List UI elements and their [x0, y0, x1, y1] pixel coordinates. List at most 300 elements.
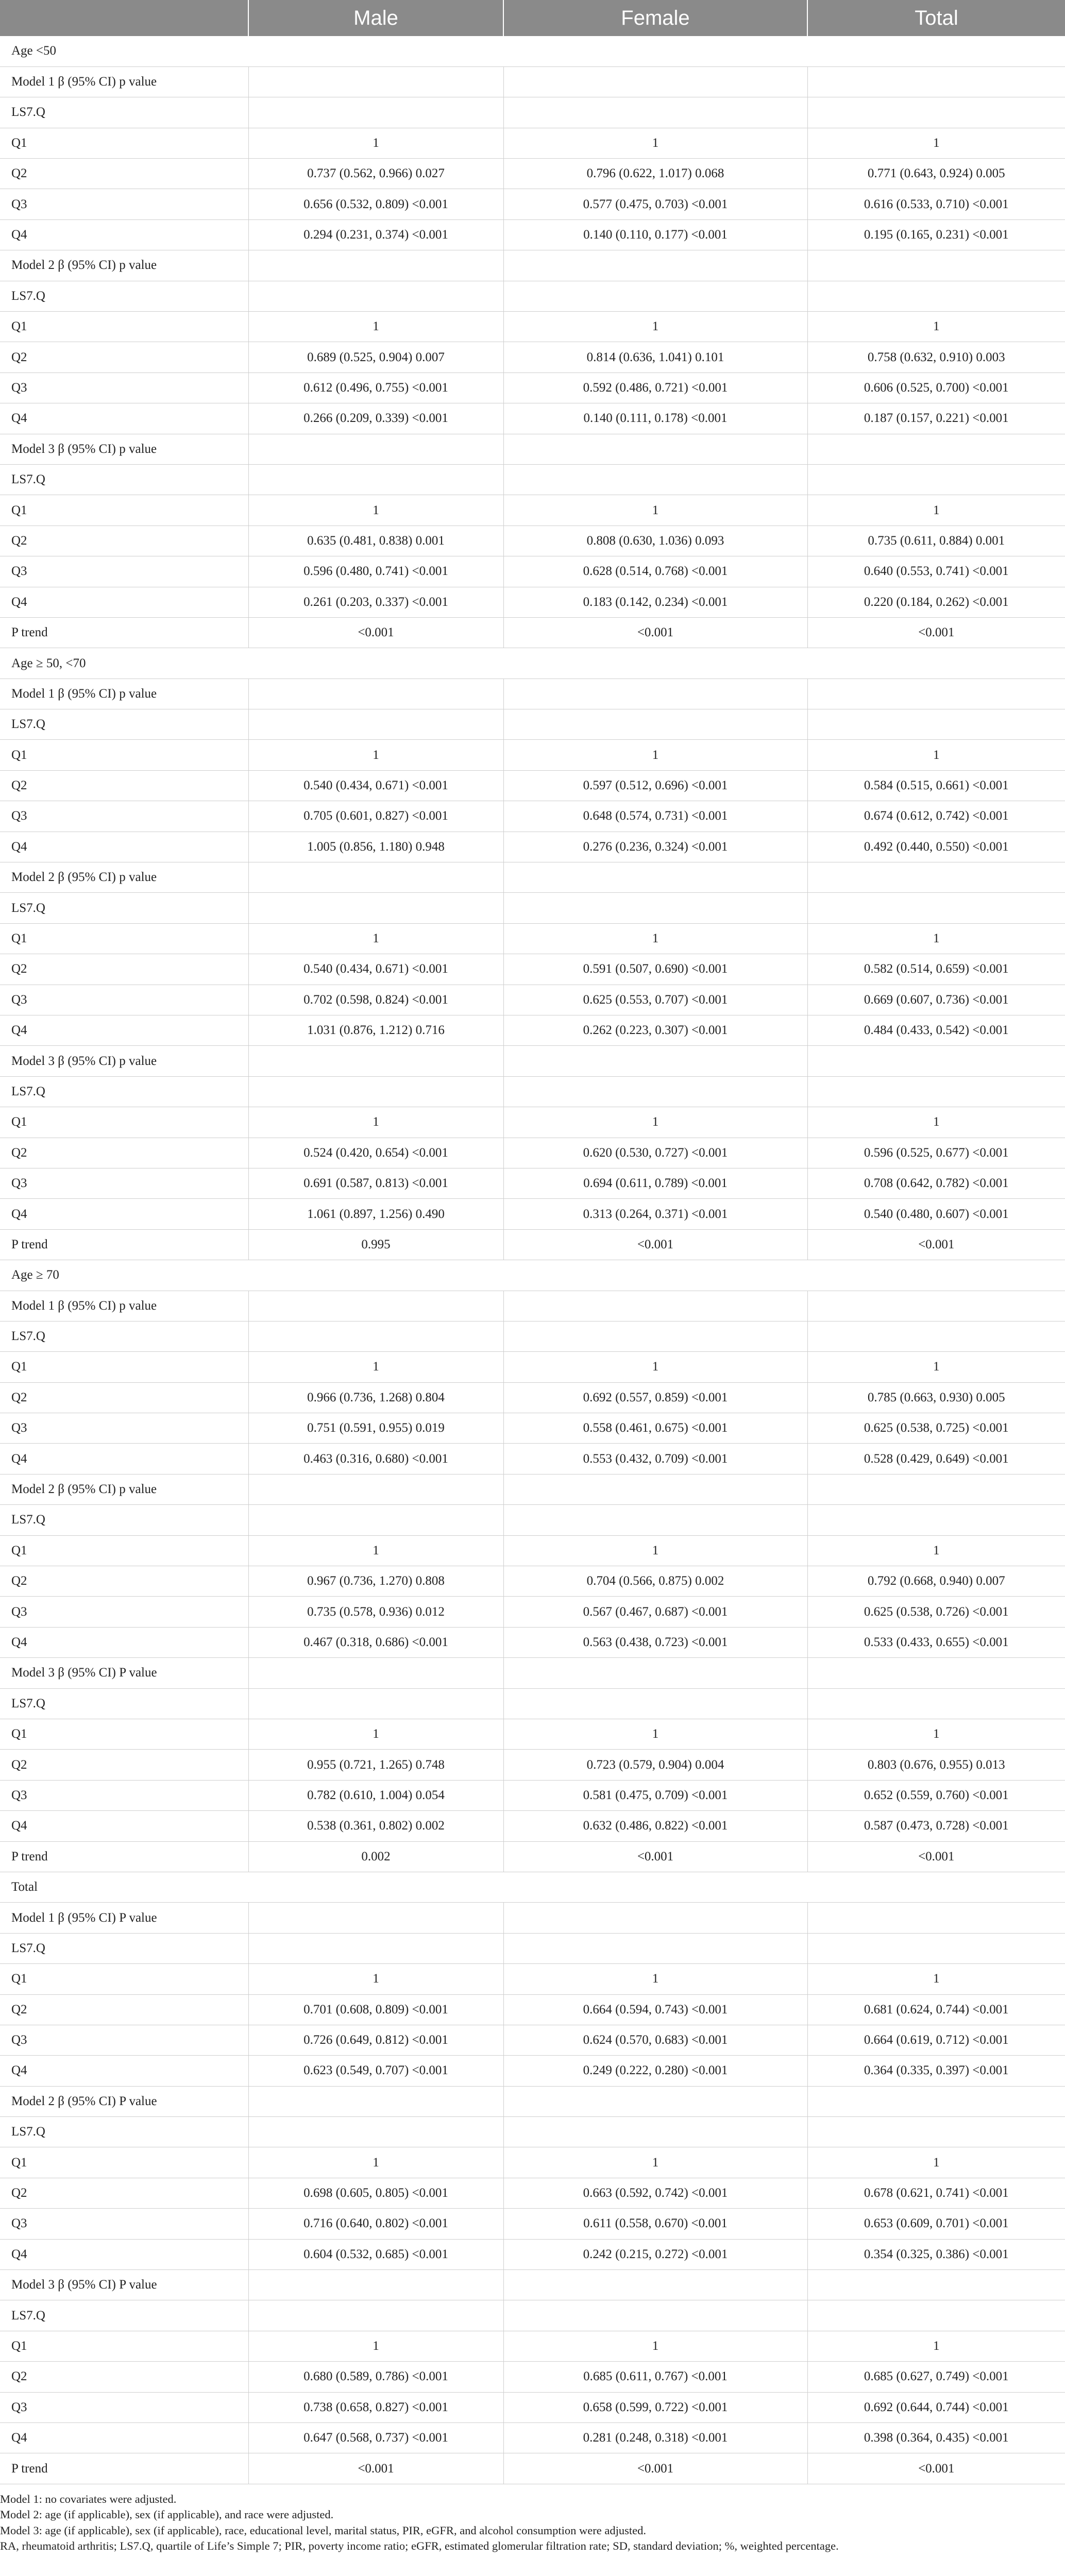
table-row [0, 312, 1065, 342]
cell-female: 1 [503, 1719, 807, 1749]
cell-total: 0.616 (0.533, 0.710) <0.001 [807, 189, 1065, 219]
cell-male: 1 [248, 495, 503, 526]
table-row [0, 1229, 1065, 1260]
cell-male: 1.005 (0.856, 1.180) 0.948 [248, 832, 503, 862]
cell-female: 1 [503, 1964, 807, 1994]
group-label-row [0, 1933, 1065, 1963]
model-row [0, 1474, 1065, 1504]
cell-male: 0.463 (0.316, 0.680) <0.001 [248, 1444, 503, 1474]
cell-female [503, 679, 807, 709]
cell-male: 0.735 (0.578, 0.936) 0.012 [248, 1597, 503, 1627]
cell-female: 0.620 (0.530, 0.727) <0.001 [503, 1138, 807, 1168]
cell-total: 1 [807, 740, 1065, 770]
cell-total [807, 66, 1065, 97]
row-label: Q1 [0, 1719, 248, 1749]
cell-male [248, 250, 503, 281]
table-row [0, 2209, 1065, 2239]
table-row [0, 1382, 1065, 1413]
row-label: Q3 [0, 1780, 248, 1810]
cell-total [807, 2117, 1065, 2147]
cell-female: 0.694 (0.611, 0.789) <0.001 [503, 1168, 807, 1198]
row-label: P trend [0, 1841, 248, 1872]
row-label: Q3 [0, 189, 248, 219]
row-label: Q3 [0, 1597, 248, 1627]
cell-male: 0.467 (0.318, 0.686) <0.001 [248, 1627, 503, 1657]
cell-total [807, 2300, 1065, 2331]
cell-total: 0.674 (0.612, 0.742) <0.001 [807, 801, 1065, 832]
row-label: Q2 [0, 159, 248, 189]
table-row [0, 1750, 1065, 1780]
table-row [0, 495, 1065, 526]
row-label: Model 3 β (95% CI) P value [0, 2270, 248, 2300]
cell-male: 0.726 (0.649, 0.812) <0.001 [248, 2025, 503, 2055]
cell-total: 0.803 (0.676, 0.955) 0.013 [807, 1750, 1065, 1780]
row-label: Q4 [0, 2239, 248, 2269]
cell-total: 0.692 (0.644, 0.744) <0.001 [807, 2392, 1065, 2422]
cell-male: 0.691 (0.587, 0.813) <0.001 [248, 1168, 503, 1198]
row-label: Q1 [0, 2331, 248, 2361]
cell-total: 0.596 (0.525, 0.677) <0.001 [807, 1138, 1065, 1168]
table-row [0, 2453, 1065, 2484]
row-label: Model 1 β (95% CI) P value [0, 1903, 248, 1933]
cell-male [248, 66, 503, 97]
cell-female [503, 893, 807, 923]
cell-female: 0.625 (0.553, 0.707) <0.001 [503, 985, 807, 1015]
row-label: Q4 [0, 1199, 248, 1229]
table-row [0, 1994, 1065, 2025]
cell-male: 1 [248, 923, 503, 954]
cell-total: 0.398 (0.364, 0.435) <0.001 [807, 2422, 1065, 2453]
cell-male: 0.680 (0.589, 0.786) <0.001 [248, 2362, 503, 2392]
cell-total: 1 [807, 312, 1065, 342]
cell-female [503, 1933, 807, 1963]
group-label-row [0, 2300, 1065, 2331]
row-label: Q2 [0, 1138, 248, 1168]
cell-male: 1.061 (0.897, 1.256) 0.490 [248, 1199, 503, 1229]
table-row [0, 2422, 1065, 2453]
cell-female [503, 2086, 807, 2116]
cell-female: <0.001 [503, 1229, 807, 1260]
row-label: Q1 [0, 128, 248, 158]
cell-total [807, 281, 1065, 311]
cell-female [503, 464, 807, 495]
cell-total: <0.001 [807, 617, 1065, 648]
table-row [0, 1811, 1065, 1841]
cell-total [807, 1505, 1065, 1535]
row-label: Q4 [0, 1444, 248, 1474]
row-label: Q1 [0, 495, 248, 526]
table-row [0, 587, 1065, 617]
row-label: Model 3 β (95% CI) P value [0, 1658, 248, 1688]
table-row [0, 1566, 1065, 1597]
cell-female: 0.692 (0.557, 0.859) <0.001 [503, 1382, 807, 1413]
cell-total: 0.664 (0.619, 0.712) <0.001 [807, 2025, 1065, 2055]
cell-total: 0.792 (0.668, 0.940) 0.007 [807, 1566, 1065, 1597]
cell-male: 0.737 (0.562, 0.966) 0.027 [248, 159, 503, 189]
cell-total: 0.492 (0.440, 0.550) <0.001 [807, 832, 1065, 862]
table-row [0, 1168, 1065, 1198]
cell-female: 0.624 (0.570, 0.683) <0.001 [503, 2025, 807, 2055]
row-label: Model 2 β (95% CI) p value [0, 1474, 248, 1504]
header-row [0, 0, 1065, 36]
cell-male: 0.612 (0.496, 0.755) <0.001 [248, 372, 503, 403]
row-label: Q4 [0, 403, 248, 434]
row-label: Q4 [0, 832, 248, 862]
cell-total: 1 [807, 2331, 1065, 2361]
cell-female: 0.281 (0.248, 0.318) <0.001 [503, 2422, 807, 2453]
cell-female: <0.001 [503, 617, 807, 648]
cell-total: 0.735 (0.611, 0.884) 0.001 [807, 526, 1065, 556]
cell-female: 0.632 (0.486, 0.822) <0.001 [503, 1811, 807, 1841]
cell-female: 0.685 (0.611, 0.767) <0.001 [503, 2362, 807, 2392]
cell-male: 0.540 (0.434, 0.671) <0.001 [248, 954, 503, 985]
cell-female [503, 1658, 807, 1688]
table-row [0, 770, 1065, 801]
cell-male: 1 [248, 312, 503, 342]
row-label: LS7.Q [0, 1933, 248, 1963]
section-row [0, 36, 1065, 66]
table-row [0, 1780, 1065, 1810]
cell-female: 1 [503, 2147, 807, 2178]
row-label: P trend [0, 617, 248, 648]
cell-female: 1 [503, 1535, 807, 1566]
group-label-row [0, 1076, 1065, 1107]
cell-male: 0.002 [248, 1841, 503, 1872]
cell-female: 0.808 (0.630, 1.036) 0.093 [503, 526, 807, 556]
cell-total [807, 862, 1065, 893]
cell-total [807, 1688, 1065, 1719]
cell-male [248, 893, 503, 923]
section-row [0, 1872, 1065, 1902]
cell-total: 0.785 (0.663, 0.930) 0.005 [807, 1382, 1065, 1413]
cell-female: 0.648 (0.574, 0.731) <0.001 [503, 801, 807, 832]
cell-female: 0.276 (0.236, 0.324) <0.001 [503, 832, 807, 862]
table-row [0, 1444, 1065, 1474]
cell-male: 1 [248, 128, 503, 158]
cell-male [248, 1046, 503, 1076]
row-label: LS7.Q [0, 281, 248, 311]
cell-male: 0.623 (0.549, 0.707) <0.001 [248, 2056, 503, 2086]
cell-total: 1 [807, 1964, 1065, 1994]
cell-female [503, 1688, 807, 1719]
row-label: Q4 [0, 1015, 248, 1046]
cell-total [807, 1903, 1065, 1933]
cell-total [807, 1474, 1065, 1504]
cell-female: 0.592 (0.486, 0.721) <0.001 [503, 372, 807, 403]
cell-male: 0.524 (0.420, 0.654) <0.001 [248, 1138, 503, 1168]
table-row [0, 2362, 1065, 2392]
cell-female: 0.704 (0.566, 0.875) 0.002 [503, 1566, 807, 1597]
cell-female [503, 1321, 807, 1351]
cell-total [807, 1291, 1065, 1321]
row-label: Q3 [0, 372, 248, 403]
group-label-row [0, 2117, 1065, 2147]
cell-female: 0.628 (0.514, 0.768) <0.001 [503, 556, 807, 587]
cell-male: 0.966 (0.736, 1.268) 0.804 [248, 1382, 503, 1413]
table-row [0, 1107, 1065, 1138]
cell-female: 0.242 (0.215, 0.272) <0.001 [503, 2239, 807, 2269]
cell-total: 0.540 (0.480, 0.607) <0.001 [807, 1199, 1065, 1229]
row-label: Q1 [0, 1352, 248, 1382]
row-label: LS7.Q [0, 464, 248, 495]
group-label-row [0, 281, 1065, 311]
cell-male [248, 1903, 503, 1933]
section-row [0, 1260, 1065, 1291]
cell-female: 0.249 (0.222, 0.280) <0.001 [503, 2056, 807, 2086]
cell-female [503, 1076, 807, 1107]
cell-female: 1 [503, 312, 807, 342]
cell-male [248, 2086, 503, 2116]
row-label: Q1 [0, 1107, 248, 1138]
cell-total: 0.625 (0.538, 0.725) <0.001 [807, 1413, 1065, 1444]
cell-female [503, 1505, 807, 1535]
table-row [0, 1964, 1065, 1994]
row-label: LS7.Q [0, 2300, 248, 2331]
row-label: Q2 [0, 1750, 248, 1780]
cell-female: 0.597 (0.512, 0.696) <0.001 [503, 770, 807, 801]
cell-total [807, 2086, 1065, 2116]
cell-male [248, 2300, 503, 2331]
row-label: Q3 [0, 2025, 248, 2055]
cell-female: 0.262 (0.223, 0.307) <0.001 [503, 1015, 807, 1046]
row-label: Q4 [0, 587, 248, 617]
cell-total: 1 [807, 1352, 1065, 1382]
table-row [0, 2056, 1065, 2086]
group-label-row [0, 464, 1065, 495]
row-label: Model 1 β (95% CI) p value [0, 1291, 248, 1321]
row-label: Q2 [0, 1994, 248, 2025]
cell-male: 1 [248, 740, 503, 770]
cell-total: 0.584 (0.515, 0.661) <0.001 [807, 770, 1065, 801]
cell-total: 0.606 (0.525, 0.700) <0.001 [807, 372, 1065, 403]
cell-total [807, 2270, 1065, 2300]
table-row [0, 954, 1065, 985]
row-label: Q2 [0, 1566, 248, 1597]
cell-female: 1 [503, 740, 807, 770]
cell-total [807, 679, 1065, 709]
cell-male: 0.604 (0.532, 0.685) <0.001 [248, 2239, 503, 2269]
table-row [0, 1627, 1065, 1657]
row-label: Model 2 β (95% CI) p value [0, 250, 248, 281]
model-row [0, 434, 1065, 464]
header-cell-female: Female [503, 0, 807, 36]
cell-female [503, 250, 807, 281]
table-row [0, 189, 1065, 219]
cell-total: 0.681 (0.624, 0.744) <0.001 [807, 1994, 1065, 2025]
row-label: P trend [0, 2453, 248, 2484]
cell-male: 0.647 (0.568, 0.737) <0.001 [248, 2422, 503, 2453]
table-row [0, 2331, 1065, 2361]
row-label: Model 3 β (95% CI) p value [0, 1046, 248, 1076]
section-label: Age ≥ 50, <70 [0, 648, 1065, 679]
table-row [0, 740, 1065, 770]
cell-male [248, 2117, 503, 2147]
cell-male [248, 1658, 503, 1688]
group-label-row [0, 1688, 1065, 1719]
cell-male: 1 [248, 1964, 503, 1994]
table-row [0, 556, 1065, 587]
model-row [0, 1291, 1065, 1321]
footnote-line: Model 2: age (if applicable), sex (if applicable), and race were adjusted. [0, 2508, 334, 2521]
row-label: Q2 [0, 770, 248, 801]
table-row [0, 1413, 1065, 1444]
table-row [0, 1841, 1065, 1872]
cell-total: 0.669 (0.607, 0.736) <0.001 [807, 985, 1065, 1015]
table-header [0, 0, 1065, 36]
row-label: Q4 [0, 2056, 248, 2086]
cell-total [807, 464, 1065, 495]
cell-total [807, 250, 1065, 281]
cell-total: 0.625 (0.538, 0.726) <0.001 [807, 1597, 1065, 1627]
row-label: Q3 [0, 985, 248, 1015]
row-label: Q1 [0, 312, 248, 342]
row-label: Q1 [0, 1535, 248, 1566]
model-row [0, 1903, 1065, 1933]
table-row [0, 526, 1065, 556]
cell-female [503, 709, 807, 740]
cell-male: 1 [248, 2331, 503, 2361]
cell-female: <0.001 [503, 1841, 807, 1872]
cell-female: 1 [503, 923, 807, 954]
cell-female: 1 [503, 2331, 807, 2361]
table-row [0, 1597, 1065, 1627]
cell-female: 0.814 (0.636, 1.041) 0.101 [503, 342, 807, 372]
cell-female: 0.611 (0.558, 0.670) <0.001 [503, 2209, 807, 2239]
table-row [0, 219, 1065, 250]
cell-male: 1 [248, 1535, 503, 1566]
cell-male: 1 [248, 1352, 503, 1382]
cell-total: 1 [807, 923, 1065, 954]
cell-female: <0.001 [503, 2453, 807, 2484]
cell-male: 0.967 (0.736, 1.270) 0.808 [248, 1566, 503, 1597]
cell-male: 0.716 (0.640, 0.802) <0.001 [248, 2209, 503, 2239]
row-label: Q3 [0, 801, 248, 832]
cell-total [807, 1046, 1065, 1076]
cell-male: 0.294 (0.231, 0.374) <0.001 [248, 219, 503, 250]
row-label: Q3 [0, 2392, 248, 2422]
group-label-row [0, 709, 1065, 740]
cell-total [807, 434, 1065, 464]
table-row [0, 403, 1065, 434]
table-row [0, 985, 1065, 1015]
model-row [0, 2086, 1065, 2116]
cell-female: 1 [503, 128, 807, 158]
row-label: Model 2 β (95% CI) p value [0, 862, 248, 893]
table-row [0, 342, 1065, 372]
row-label: Q1 [0, 2147, 248, 2178]
cell-female [503, 1046, 807, 1076]
row-label: Q1 [0, 923, 248, 954]
cell-male [248, 464, 503, 495]
cell-male: 1.031 (0.876, 1.212) 0.716 [248, 1015, 503, 1046]
cell-male [248, 97, 503, 128]
cell-total: 0.528 (0.429, 0.649) <0.001 [807, 1444, 1065, 1474]
cell-female: 0.563 (0.438, 0.723) <0.001 [503, 1627, 807, 1657]
cell-male: 0.538 (0.361, 0.802) 0.002 [248, 1811, 503, 1841]
cell-male: 0.635 (0.481, 0.838) 0.001 [248, 526, 503, 556]
cell-female [503, 1903, 807, 1933]
row-label: Q3 [0, 2209, 248, 2239]
cell-total: 1 [807, 495, 1065, 526]
table-row [0, 1719, 1065, 1749]
cell-female: 0.558 (0.461, 0.675) <0.001 [503, 1413, 807, 1444]
cell-total: 0.640 (0.553, 0.741) <0.001 [807, 556, 1065, 587]
cell-female: 0.140 (0.110, 0.177) <0.001 [503, 219, 807, 250]
row-label: LS7.Q [0, 2117, 248, 2147]
cell-male [248, 434, 503, 464]
model-row [0, 1658, 1065, 1688]
row-label: Q2 [0, 342, 248, 372]
cell-female [503, 2270, 807, 2300]
cell-female: 0.577 (0.475, 0.703) <0.001 [503, 189, 807, 219]
model-row [0, 2270, 1065, 2300]
cell-male [248, 1505, 503, 1535]
cell-total: 0.354 (0.325, 0.386) <0.001 [807, 2239, 1065, 2269]
row-label: Q4 [0, 1811, 248, 1841]
footnote-line: RA, rheumatoid arthritis; LS7.Q, quartile of Life’s Simple 7; PIR, poverty income ratio; eGFR, estimated glomerular filtration rate; SD, standard deviation; %, weighted percentage. [0, 2539, 839, 2553]
cell-male [248, 709, 503, 740]
row-label: LS7.Q [0, 1321, 248, 1351]
table-row [0, 1199, 1065, 1229]
cell-female: 0.664 (0.594, 0.743) <0.001 [503, 1994, 807, 2025]
cell-total [807, 97, 1065, 128]
header-cell-total: Total [807, 0, 1065, 36]
cell-female [503, 2300, 807, 2331]
header-cell-male: Male [248, 0, 503, 36]
cell-male: 0.995 [248, 1229, 503, 1260]
group-label-row [0, 1505, 1065, 1535]
table-row [0, 372, 1065, 403]
cell-male: 0.261 (0.203, 0.337) <0.001 [248, 587, 503, 617]
cell-total [807, 709, 1065, 740]
cell-female: 0.658 (0.599, 0.722) <0.001 [503, 2392, 807, 2422]
cell-total: 0.587 (0.473, 0.728) <0.001 [807, 1811, 1065, 1841]
row-label: Q2 [0, 954, 248, 985]
cell-female [503, 862, 807, 893]
footnote-line: Model 1: no covariates were adjusted. [0, 2492, 177, 2505]
section-label: Age <50 [0, 36, 1065, 66]
row-label: Model 1 β (95% CI) p value [0, 66, 248, 97]
group-label-row [0, 1321, 1065, 1351]
cell-total: 0.533 (0.433, 0.655) <0.001 [807, 1627, 1065, 1657]
cell-male: 0.656 (0.532, 0.809) <0.001 [248, 189, 503, 219]
cell-male [248, 679, 503, 709]
table-row [0, 1352, 1065, 1382]
row-label: Q3 [0, 1413, 248, 1444]
cell-total: 0.685 (0.627, 0.749) <0.001 [807, 2362, 1065, 2392]
section-label: Total [0, 1872, 1065, 1902]
row-label: Q2 [0, 1382, 248, 1413]
row-label: Q1 [0, 1964, 248, 1994]
cell-male: <0.001 [248, 617, 503, 648]
cell-male: 0.782 (0.610, 1.004) 0.054 [248, 1780, 503, 1810]
table-row [0, 801, 1065, 832]
cell-total: 0.484 (0.433, 0.542) <0.001 [807, 1015, 1065, 1046]
row-label: LS7.Q [0, 1076, 248, 1107]
cell-female: 0.581 (0.475, 0.709) <0.001 [503, 1780, 807, 1810]
cell-female: 1 [503, 1107, 807, 1138]
cell-female: 0.183 (0.142, 0.234) <0.001 [503, 587, 807, 617]
row-label: Q2 [0, 2178, 248, 2208]
table-row [0, 1015, 1065, 1046]
table-row [0, 159, 1065, 189]
cell-total [807, 1321, 1065, 1351]
cell-total [807, 1076, 1065, 1107]
cell-male [248, 1291, 503, 1321]
row-label: Q4 [0, 1627, 248, 1657]
cell-female [503, 281, 807, 311]
cell-male [248, 1933, 503, 1963]
